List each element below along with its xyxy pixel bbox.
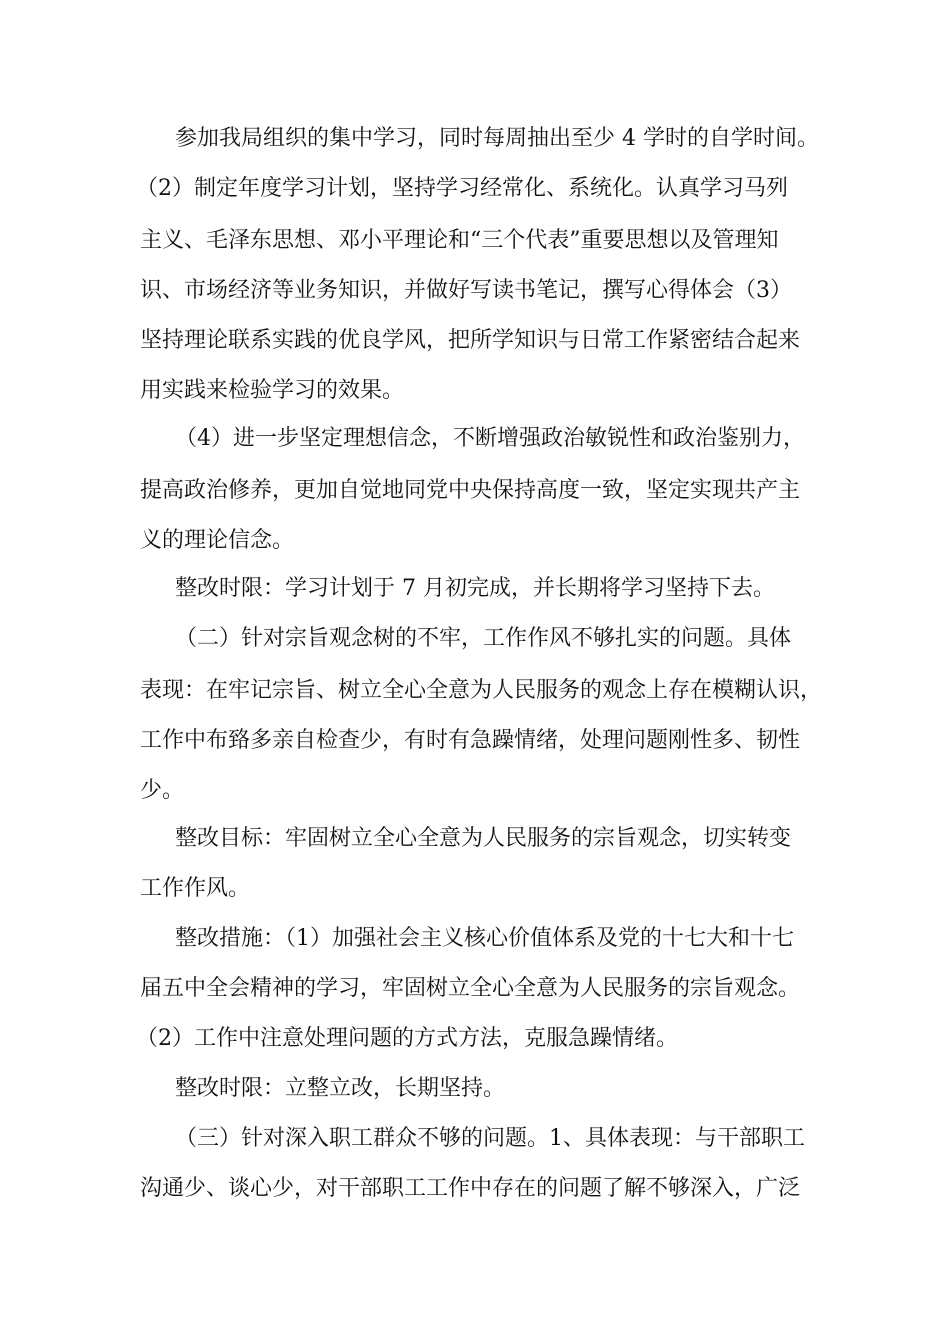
text-line: （2）制定年度学习计划，坚持学习经常化、系统化。认真学习马列 — [136, 176, 788, 201]
text-line: 工作作风。 — [140, 876, 251, 901]
text-line: 整改时限：学习计划于 7 月初完成，并长期将学习坚持下去。 — [175, 576, 775, 601]
text-line: 参加我局组织的集中学习，同时每周抽出至少 4 学时的自学时间。 — [175, 126, 819, 151]
text-line: 表现：在牢记宗旨、树立全心全意为人民服务的观念上存在模糊认识， — [140, 678, 823, 703]
text-line: 提高政治修养，更加自觉地同党中央保持高度一致，坚定实现共产主 — [140, 478, 801, 503]
text-line: （二）针对宗旨观念树的不牢，工作作风不够扎实的问题。具体 — [175, 626, 792, 651]
text-line: 义的理论信念。 — [140, 528, 295, 553]
text-line: （4）进一步坚定理想信念，不断增强政治敏锐性和政治鉴别力， — [175, 426, 805, 451]
text-line: 识、市场经济等业务知识，并做好写读书笔记，撰写心得体会（3） — [140, 278, 792, 303]
text-line: 沟通少、谈心少，对干部职工工作中存在的问题了解不够深入，广泛 — [140, 1176, 801, 1201]
text-line: 工作中布臵多亲自检查少，有时有急躁情绪，处理问题刚性多、韧性 — [140, 728, 801, 753]
text-line: 少。 — [140, 778, 185, 803]
text-line: 整改措施：（1）加强社会主义核心价值体系及党的十七大和十七 — [175, 926, 794, 951]
text-line: 主义、毛泽东思想、邓小平理论和“三个代表”重要思想以及管理知 — [140, 228, 779, 253]
text-line: 整改时限：立整立改，长期坚持。 — [175, 1076, 506, 1101]
text-line: 届五中全会精神的学习，牢固树立全心全意为人民服务的宗旨观念。 — [140, 976, 801, 1001]
text-line: （2）工作中注意处理问题的方式方法，克服急躁情绪。 — [136, 1026, 678, 1051]
text-line: 用实践来检验学习的效果。 — [140, 378, 405, 403]
text-line: 整改目标：牢固树立全心全意为人民服务的宗旨观念，切实转变 — [175, 826, 792, 851]
text-line: 坚持理论联系实践的优良学风，把所学知识与日常工作紧密结合起来 — [140, 328, 801, 353]
text-line: （三）针对深入职工群众不够的问题。1、具体表现：与干部职工 — [175, 1126, 805, 1151]
